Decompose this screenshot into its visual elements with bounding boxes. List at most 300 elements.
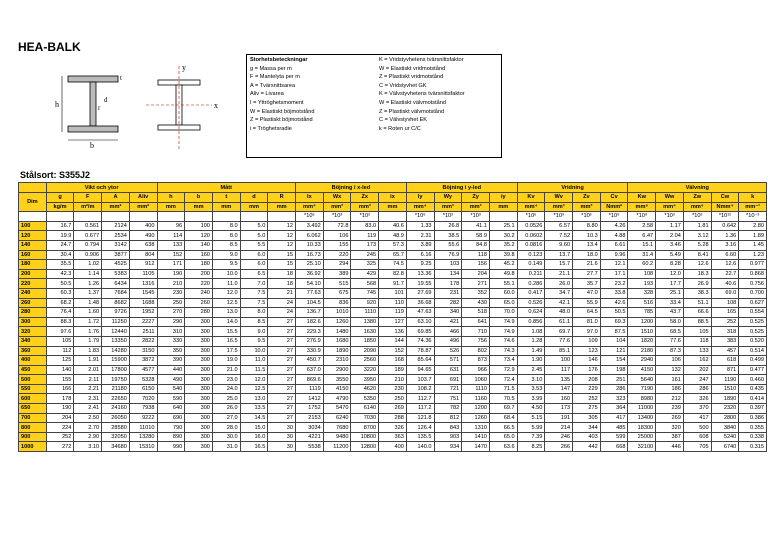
value-cell: 152 <box>157 250 185 260</box>
dim-cell: 550 <box>19 384 47 394</box>
value-cell: 22.7 <box>711 269 739 279</box>
value-cell: 2.50 <box>74 413 102 423</box>
value-cell: 18.3 <box>683 269 711 279</box>
value-cell: 640 <box>157 404 185 414</box>
value-cell: 7684 <box>102 288 130 298</box>
table-row <box>19 298 767 308</box>
value-cell: 1.90 <box>517 356 545 366</box>
value-cell: 3142 <box>102 240 130 250</box>
value-cell: 239 <box>656 404 684 414</box>
value-cell: 54.10 <box>296 279 324 289</box>
value-cell: 1.60 <box>74 308 102 318</box>
value-cell: 300 <box>185 442 213 452</box>
value-cell: 76.9 <box>434 250 462 260</box>
value-cell: 6.61 <box>600 240 628 250</box>
value-cell: 440 <box>157 365 185 375</box>
value-cell: 55.6 <box>434 240 462 250</box>
column-header: Cw <box>711 193 739 203</box>
value-cell: 21 <box>268 288 296 298</box>
value-cell: 118 <box>683 336 711 346</box>
value-cell: 450.7 <box>296 356 324 366</box>
value-cell: 7030 <box>351 413 379 423</box>
value-cell: 108 <box>628 269 656 279</box>
value-cell: 24.7 <box>46 240 74 250</box>
multiplier-cell: *10⁹ <box>600 212 628 222</box>
table-row <box>19 404 767 414</box>
label-d: d <box>104 96 108 104</box>
value-cell: 300 <box>185 413 213 423</box>
value-cell: 13280 <box>129 432 157 442</box>
value-cell: 15 <box>268 250 296 260</box>
value-cell: 7190 <box>628 384 656 394</box>
value-cell: 204 <box>46 413 74 423</box>
value-cell: 26.0 <box>545 279 573 289</box>
value-cell: 136.7 <box>296 308 324 318</box>
value-cell: 466 <box>434 327 462 337</box>
value-cell: 156 <box>462 260 490 270</box>
value-cell: 180 <box>185 260 213 270</box>
value-cell: 300 <box>185 384 213 394</box>
label-h: h <box>55 100 59 109</box>
value-cell: 2534 <box>102 231 130 241</box>
value-cell: 27 <box>268 375 296 385</box>
value-cell: 190 <box>46 404 74 414</box>
value-cell: 1.26 <box>74 279 102 289</box>
value-cell: 74.6 <box>489 336 517 346</box>
column-header: Zv <box>573 193 601 203</box>
value-cell: 8.28 <box>656 260 684 270</box>
multiplier-cell: *10⁹ <box>628 212 656 222</box>
value-cell: 33.4 <box>656 298 684 308</box>
unit-header: kg/m <box>46 202 74 212</box>
multiplier-cell: *10³ <box>573 212 601 222</box>
table-row <box>19 423 767 433</box>
dim-cell: 1000 <box>19 442 47 452</box>
value-cell: 269 <box>656 413 684 423</box>
value-cell: 1.49 <box>517 346 545 356</box>
value-cell: 0.526 <box>517 298 545 308</box>
value-cell: 9.60 <box>545 240 573 250</box>
dim-cell: 220 <box>19 279 47 289</box>
dim-cell: 360 <box>19 346 47 356</box>
value-cell: 87.3 <box>656 346 684 356</box>
value-cell: 403 <box>573 432 601 442</box>
legend-item: g = Massa per m <box>250 65 292 72</box>
value-cell: 155 <box>46 375 74 385</box>
value-cell: 103.7 <box>406 375 434 385</box>
value-cell: 3.10 <box>517 375 545 385</box>
value-cell: 176 <box>573 365 601 375</box>
value-cell: 15 <box>268 260 296 270</box>
value-cell: 9.0 <box>212 250 240 260</box>
value-cell: 0.642 <box>711 221 739 231</box>
value-cell: 320 <box>656 423 684 433</box>
dim-cell: 340 <box>19 336 47 346</box>
value-cell: 26.9 <box>683 279 711 289</box>
value-cell: 1510 <box>628 327 656 337</box>
value-cell: 300 <box>185 356 213 366</box>
value-cell: 2511 <box>129 327 157 337</box>
value-cell: 2.45 <box>517 365 545 375</box>
value-cell: 272 <box>46 442 74 452</box>
value-cell: 55.9 <box>573 298 601 308</box>
value-cell: 189 <box>379 365 407 375</box>
value-cell: 8.0 <box>212 221 240 231</box>
value-cell: 85.1 <box>545 346 573 356</box>
value-cell: 25.1 <box>489 221 517 231</box>
value-cell: 1.36 <box>711 231 739 241</box>
value-cell: 1.81 <box>683 221 711 231</box>
value-cell: 1890 <box>323 346 351 356</box>
value-cell: 4577 <box>129 365 157 375</box>
legend-item: K = Välvstyvhetens tvärsnittsfaktor <box>379 91 465 98</box>
value-cell: 1.17 <box>656 221 684 231</box>
value-cell: 47.63 <box>406 308 434 318</box>
value-cell: 1.48 <box>74 298 102 308</box>
value-cell: 19750 <box>102 375 130 385</box>
value-cell: 1480 <box>323 327 351 337</box>
multiplier-cell <box>240 212 268 222</box>
value-cell: 74.9 <box>489 327 517 337</box>
value-cell: 60.2 <box>628 260 656 270</box>
value-cell: 247 <box>683 375 711 385</box>
value-cell: 7.39 <box>517 432 545 442</box>
value-cell: 45.2 <box>489 260 517 270</box>
value-cell: 60.0 <box>489 288 517 298</box>
value-cell: 85.64 <box>406 356 434 366</box>
steel-grade-label: Stålsort: S355J2 <box>20 170 91 180</box>
value-cell: 0.211 <box>517 269 545 279</box>
column-header: h <box>157 193 185 203</box>
legend-item: F = Mantelyta per m <box>250 74 300 81</box>
value-cell: 65.7 <box>379 250 407 260</box>
value-cell: 6.47 <box>628 231 656 241</box>
value-cell: 198 <box>600 365 628 375</box>
value-cell: 186 <box>656 384 684 394</box>
value-cell: 282 <box>434 298 462 308</box>
value-cell: 27 <box>268 394 296 404</box>
value-cell: 220 <box>323 250 351 260</box>
value-cell: 6240 <box>323 413 351 423</box>
table-row <box>19 432 767 442</box>
value-cell: 16.7 <box>46 221 74 231</box>
legend-right-column <box>379 56 499 133</box>
value-cell: 15.1 <box>628 240 656 250</box>
value-cell: 101 <box>379 288 407 298</box>
group-header: Mått <box>157 183 296 193</box>
value-cell: 49.8 <box>489 269 517 279</box>
value-cell: 15.0 <box>240 423 268 433</box>
value-cell: 12 <box>268 240 296 250</box>
value-cell: 126.4 <box>406 423 434 433</box>
value-cell: 200 <box>185 269 213 279</box>
multiplier-cell: *10³ <box>351 212 379 222</box>
value-cell: 6.062 <box>296 231 324 241</box>
unit-header: Nmm² <box>600 202 628 212</box>
column-header: A <box>102 193 130 203</box>
value-cell: 705 <box>683 442 711 452</box>
value-cell: 1630 <box>351 327 379 337</box>
value-cell: 0.315 <box>739 442 767 452</box>
value-cell: 3.89 <box>406 240 434 250</box>
value-cell: 71.5 <box>489 384 517 394</box>
value-cell: 13.4 <box>573 240 601 250</box>
value-cell: 88.5 <box>683 317 711 327</box>
value-cell: 2.11 <box>74 375 102 385</box>
value-cell: 330.9 <box>296 346 324 356</box>
table-row <box>19 269 767 279</box>
value-cell: 340 <box>434 308 462 318</box>
value-cell: 144 <box>379 336 407 346</box>
column-header: g <box>46 193 74 203</box>
value-cell: 208 <box>573 375 601 385</box>
unit-header: mm² <box>102 202 130 212</box>
value-cell: 34680 <box>102 442 130 452</box>
value-cell: 160 <box>185 250 213 260</box>
dim-cell: 320 <box>19 327 47 337</box>
value-cell: 400 <box>129 221 157 231</box>
value-cell: 352 <box>462 288 490 298</box>
value-cell: 782 <box>434 404 462 414</box>
value-cell: 10.33 <box>296 240 324 250</box>
value-cell: 4790 <box>323 394 351 404</box>
value-cell: 24.0 <box>212 384 240 394</box>
value-cell: 0.627 <box>739 298 767 308</box>
legend-item: Z = Plastiskt böjmotstånd <box>250 117 313 124</box>
value-cell: 134 <box>434 269 462 279</box>
value-cell: 110 <box>379 298 407 308</box>
value-cell: 16.5 <box>212 336 240 346</box>
value-cell: 120 <box>185 231 213 241</box>
value-cell: 35.2 <box>489 240 517 250</box>
value-cell: 12440 <box>102 327 130 337</box>
value-cell: 836 <box>323 298 351 308</box>
value-cell: 11.5 <box>240 365 268 375</box>
value-cell: 229.3 <box>296 327 324 337</box>
legend-left-column <box>250 56 380 133</box>
value-cell: 1412 <box>296 394 324 404</box>
value-cell: 2.04 <box>656 231 684 241</box>
value-cell: 0.977 <box>739 260 767 270</box>
multiplier-cell <box>212 212 240 222</box>
value-cell: 3034 <box>296 423 324 433</box>
value-cell: 5.49 <box>656 250 684 260</box>
value-cell: 36.92 <box>296 269 324 279</box>
value-cell: 69.7 <box>545 327 573 337</box>
value-cell: 13400 <box>628 413 656 423</box>
value-cell: 123 <box>573 346 601 356</box>
value-cell: 8.5 <box>240 317 268 327</box>
value-cell: 23.2 <box>600 279 628 289</box>
value-cell: 300 <box>185 394 213 404</box>
value-cell: 6.0 <box>240 250 268 260</box>
value-cell: 638 <box>129 240 157 250</box>
value-cell: 966 <box>462 365 490 375</box>
value-cell: 843 <box>434 423 462 433</box>
value-cell: 328 <box>628 288 656 298</box>
value-cell: 30 <box>268 442 296 452</box>
value-cell: 325 <box>351 260 379 270</box>
value-cell: 1.91 <box>74 356 102 366</box>
value-cell: 1.72 <box>74 317 102 327</box>
value-cell: 1.08 <box>517 327 545 337</box>
value-cell: 4.26 <box>600 221 628 231</box>
value-cell: 276.9 <box>296 336 324 346</box>
column-header: Wv <box>545 193 573 203</box>
value-cell: 12 <box>268 221 296 231</box>
value-cell: 266 <box>545 442 573 452</box>
value-cell: 165 <box>711 308 739 318</box>
value-cell: 25.0 <box>212 394 240 404</box>
value-cell: 275 <box>573 404 601 414</box>
value-cell: 1060 <box>462 375 490 385</box>
value-cell: 11010 <box>129 423 157 433</box>
value-cell: 668 <box>600 442 628 452</box>
value-cell: 5240 <box>711 432 739 442</box>
value-cell: 245 <box>351 250 379 260</box>
value-cell: 1260 <box>462 413 490 423</box>
value-cell: 417 <box>600 413 628 423</box>
value-cell: 105 <box>46 336 74 346</box>
value-cell: 1410 <box>462 432 490 442</box>
value-cell: 112.7 <box>406 394 434 404</box>
value-cell: 19.9 <box>46 231 74 241</box>
value-cell: 1310 <box>462 423 490 433</box>
value-cell: 9.5 <box>240 336 268 346</box>
value-cell: 14280 <box>102 346 130 356</box>
value-cell: 27.7 <box>573 269 601 279</box>
value-cell: 27.69 <box>406 288 434 298</box>
group-header: Böjning i y-led <box>406 183 517 193</box>
column-header: Zx <box>351 193 379 203</box>
value-cell: 118 <box>462 250 490 260</box>
legend-item: Z = Plastiskt välvmotstånd <box>379 108 445 115</box>
value-cell: 0.856 <box>517 317 545 327</box>
value-cell: 97.0 <box>573 327 601 337</box>
value-cell: 12.0 <box>240 375 268 385</box>
value-cell: 571 <box>434 356 462 366</box>
value-cell: 2.70 <box>74 423 102 433</box>
unit-header: mm <box>212 202 240 212</box>
table-row <box>19 375 767 385</box>
table-row <box>19 308 767 318</box>
value-cell: 0.123 <box>517 250 545 260</box>
value-cell: 125 <box>46 356 74 366</box>
value-cell: 1316 <box>129 279 157 289</box>
value-cell: 74.36 <box>406 336 434 346</box>
value-cell: 0.624 <box>517 308 545 318</box>
value-cell: 160 <box>545 394 573 404</box>
value-cell: 240 <box>185 288 213 298</box>
value-cell: 121 <box>600 346 628 356</box>
value-cell: 691 <box>434 375 462 385</box>
value-cell: 260 <box>185 298 213 308</box>
column-header: iy <box>489 193 517 203</box>
value-cell: 127 <box>379 317 407 327</box>
value-cell: 252 <box>711 317 739 327</box>
value-cell: 32050 <box>102 432 130 442</box>
value-cell: 631 <box>434 365 462 375</box>
value-cell: 112 <box>46 346 74 356</box>
value-cell: 104.5 <box>296 298 324 308</box>
value-cell: 5.5 <box>240 240 268 250</box>
value-cell: 76.4 <box>46 308 74 318</box>
value-cell: 1260 <box>323 317 351 327</box>
multiplier-cell <box>74 212 102 222</box>
value-cell: 0.286 <box>517 279 545 289</box>
value-cell: 6.5 <box>240 269 268 279</box>
value-cell: 35.5 <box>46 260 74 270</box>
value-cell: 8.80 <box>573 221 601 231</box>
value-cell: 12800 <box>351 442 379 452</box>
value-cell: 94.65 <box>406 365 434 375</box>
multiplier-cell <box>185 212 213 222</box>
value-cell: 6.57 <box>545 221 573 231</box>
value-cell: 1.76 <box>74 327 102 337</box>
value-cell: 326 <box>683 394 711 404</box>
legend-item: I = Yttröghetsmoment <box>250 99 304 106</box>
value-cell: 91.7 <box>379 279 407 289</box>
label-t: t <box>120 74 122 82</box>
multiplier-cell: *10¹² <box>711 212 739 222</box>
value-cell: 11.0 <box>240 356 268 366</box>
value-cell: 63.6 <box>489 442 517 452</box>
value-cell: 7938 <box>129 404 157 414</box>
value-cell: 10.0 <box>240 346 268 356</box>
value-cell: 10800 <box>351 432 379 442</box>
value-cell: 0.435 <box>739 384 767 394</box>
legend-item: A = Tvärsnittsarea <box>250 82 296 89</box>
value-cell: 12.1 <box>600 260 628 270</box>
value-cell: 21.1 <box>545 269 573 279</box>
column-header: Kv <box>517 193 545 203</box>
value-cell: 9726 <box>102 308 130 318</box>
value-cell: 300 <box>185 404 213 414</box>
value-cell: 12.6 <box>711 260 739 270</box>
value-cell: 5383 <box>102 269 130 279</box>
table-row <box>19 260 767 270</box>
value-cell: 745 <box>351 288 379 298</box>
multiplier-cell: *10³ <box>462 212 490 222</box>
table-row <box>19 413 767 423</box>
group-header: Vikt och ytor <box>46 183 157 193</box>
dim-header-blank <box>19 183 47 193</box>
value-cell: 140.0 <box>406 442 434 452</box>
dim-cell: 450 <box>19 365 47 375</box>
value-cell: 15900 <box>102 356 130 366</box>
value-cell: 65.0 <box>489 432 517 442</box>
legend-item: W = Elastiskt böjmotstånd <box>250 108 315 115</box>
legend-item: k = Roten ur C/C <box>379 125 421 132</box>
value-cell: 17.1 <box>600 269 628 279</box>
unit-header: mm³ <box>323 202 351 212</box>
value-cell: 17.5 <box>212 346 240 356</box>
value-cell: 0.355 <box>739 423 767 433</box>
value-cell: 11200 <box>323 442 351 452</box>
value-cell: 96 <box>157 221 185 231</box>
value-cell: 751 <box>434 394 462 404</box>
value-cell: 1110 <box>351 308 379 318</box>
unit-header: mm⁴ <box>296 202 324 212</box>
value-cell: 48.9 <box>379 231 407 241</box>
column-header: b <box>185 193 213 203</box>
value-cell: 10.3 <box>573 231 601 241</box>
value-cell: 1.83 <box>74 346 102 356</box>
value-cell: 152 <box>379 346 407 356</box>
value-cell: 70.5 <box>489 394 517 404</box>
value-cell: 147 <box>545 384 573 394</box>
value-cell: 2.80 <box>739 221 767 231</box>
